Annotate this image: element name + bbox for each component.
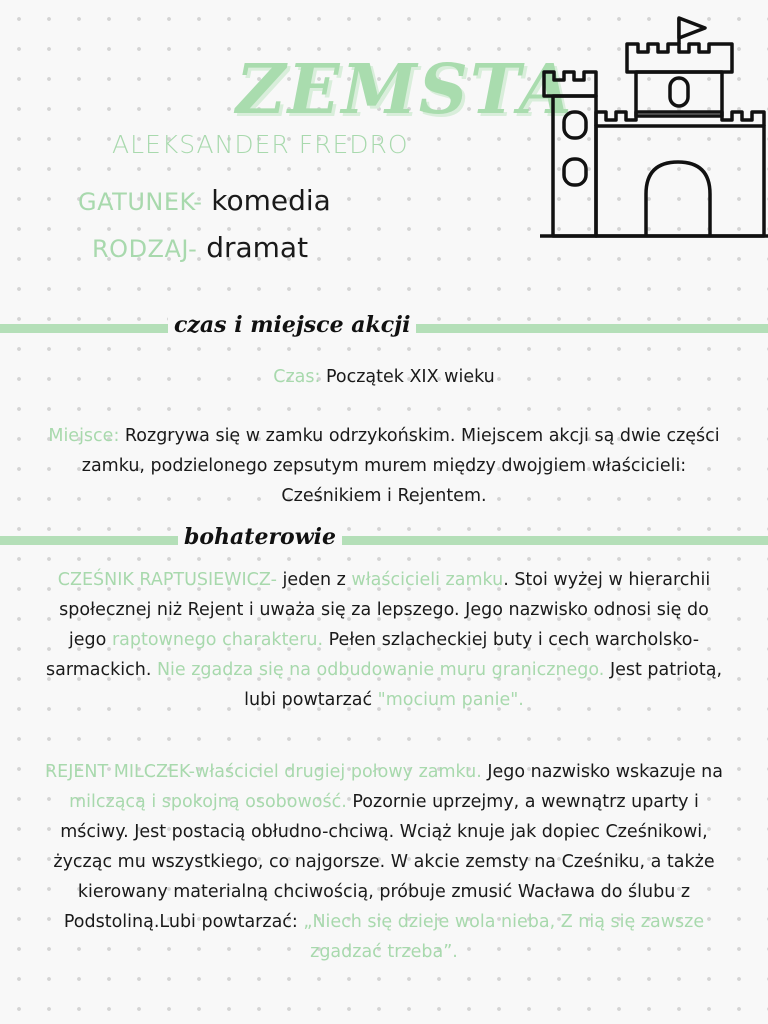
section-heading-time-place: czas i miejsce akcji xyxy=(168,312,416,338)
section-heading-heroes: bohaterowie xyxy=(178,524,342,550)
hero1-highlight-1: właścicieli zamku xyxy=(351,570,504,590)
hero2-text-2: Pozornie uprzejmy, a wewnątrz uparty i mściwy. Jest postacią obłudno-chciwą. Wciąż knuje jak dopiec Cześnikowi, życząc mu wszystkiego, co najgorsze. W akcie zemsty na Cześniku, a także kierowany materialną chciwością, próbuje zmusić Wacława do ślubu z Podstoliną.Lubi powtarzać: xyxy=(53,792,715,932)
hero1-text-3: Pełen szlacheckiej buty i cech warcholsko-sarmackich. xyxy=(45,630,700,680)
kind-label: RODZAJ- xyxy=(92,235,198,263)
kind-row xyxy=(92,231,308,264)
hero2-highlight-1: właściciel drugiej połowy zamku. xyxy=(195,762,482,782)
castle-icon xyxy=(540,14,768,240)
genre-value: komedia xyxy=(211,184,331,217)
author-name: ALEKSANDER FREDRO xyxy=(112,130,409,159)
page-title: ZEMSTA xyxy=(236,50,574,130)
place-label: Miejsce: xyxy=(48,426,120,446)
time-line xyxy=(40,362,728,392)
time-label: Czas: xyxy=(273,367,321,387)
hero1-text-2: . Stoi wyżej w hierarchii społecznej niż Rejent i uważa się za lepszego. Jego nazwisko odnosi się do jego xyxy=(59,570,711,650)
hero-name-rejent: REJENT MILCZEK- xyxy=(44,762,195,782)
hero2-quote: „Niech się dzieje wola nieba, Z nią się zawsze zgadzać trzeba”. xyxy=(303,912,705,962)
hero-paragraph-czesnik xyxy=(40,565,728,715)
kind-value: dramat xyxy=(206,231,309,264)
hero1-text-1: jeden z xyxy=(276,570,352,590)
hero1-highlight-2: raptownego charakteru. xyxy=(111,630,324,650)
place-paragraph xyxy=(40,421,728,511)
place-value: Rozgrywa się w zamku odrzykońskim. Miejscem akcji są dwie części zamku, podzielonego zepsutym murem między dwojgiem właścicieli: Cześnikiem i Rejentem. xyxy=(81,426,720,506)
genre-label: GATUNEK- xyxy=(78,188,203,216)
hero-paragraph-rejent xyxy=(40,757,728,967)
hero-name-czesnik: CZEŚNIK RAPTUSIEWICZ- xyxy=(57,570,277,590)
genre-row xyxy=(78,184,331,217)
section-divider-heroes xyxy=(0,536,768,545)
hero2-highlight-2: milczącą i spokojną osobowość. xyxy=(69,792,347,812)
hero2-text-1: Jego nazwisko wskazuje na xyxy=(481,762,723,782)
hero1-highlight-3: Nie zgadza się na odbudowanie muru granicznego. xyxy=(156,660,605,680)
hero1-text-4: Jest patriotą, lubi powtarzać xyxy=(244,660,723,710)
hero1-quote: "mocium panie". xyxy=(377,690,524,710)
time-value: Początek XIX wieku xyxy=(325,367,495,387)
